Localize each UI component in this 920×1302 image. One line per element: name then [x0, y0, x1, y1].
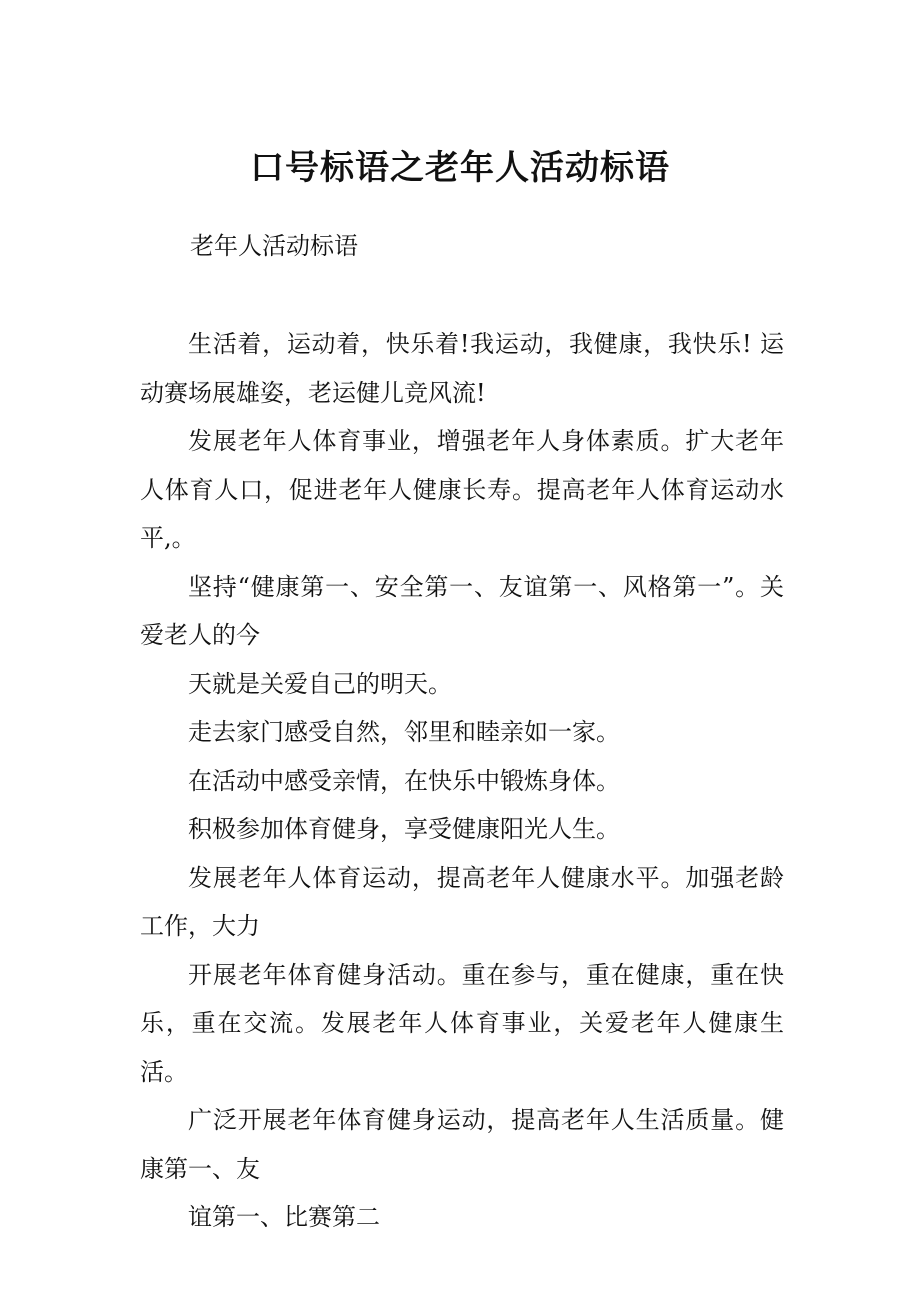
paragraph: 发展老年人体育运动，提高老年人健康水平。加强老龄工作，大力 — [140, 863, 784, 940]
paragraph: 发展老年人体育事业，增强老年人身体素质。扩大老年人体育人口，促进老年人健康长寿。提高老年人体育运动水平,。 — [140, 427, 784, 552]
document-body — [140, 320, 784, 1242]
paragraph: 天就是关爱自己的明天。 — [188, 669, 452, 698]
document-title: 口号标语之老年人活动标语 — [250, 148, 670, 188]
document-subtitle: 老年人活动标语 — [190, 232, 358, 260]
paragraph: 积极参加体育健身，享受健康阳光人生。 — [188, 815, 620, 843]
paragraph: 走去家门感受自然，邻里和睦亲如一家。 — [188, 718, 620, 746]
paragraph: 谊第一、比赛第二 — [188, 1203, 380, 1231]
paragraph: 坚持“健康第一、安全第一、友谊第一、风格第一”。关爱老人的今 — [140, 572, 784, 649]
paragraph: 广泛开展老年体育健身运动，提高老年人生活质量。健康第一、友 — [140, 1106, 784, 1183]
paragraph: 在活动中感受亲情，在快乐中锻炼身体。 — [188, 766, 620, 795]
paragraph: 开展老年体育健身活动。重在参与，重在健康，重在快乐，重在交流。发展老年人体育事业，关爱老年人健康生活。 — [140, 960, 784, 1086]
paragraph: 生活着，运动着，快乐着!我运动，我健康，我快乐! 运动赛场展雄姿，老运健儿竞风流! — [140, 330, 784, 407]
